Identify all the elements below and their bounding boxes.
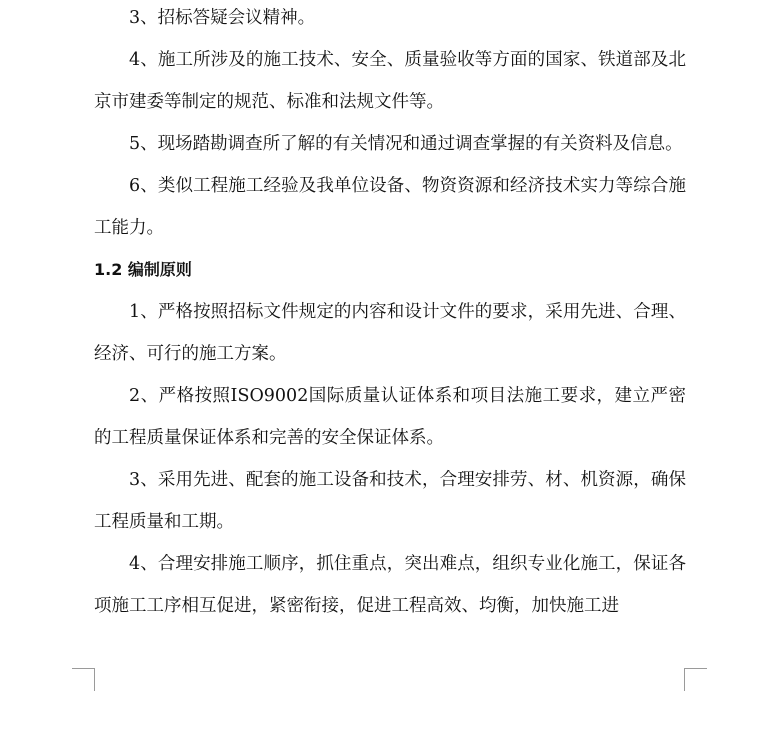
section-heading: 1.2 编制原则 xyxy=(94,260,192,279)
margin-corner-mark-right xyxy=(684,668,707,691)
paragraph: 1、严格按照招标文件规定的内容和设计文件的要求，采用先进、合理、经济、可行的施工方案。 xyxy=(94,302,686,364)
paragraph: 4、施工所涉及的施工技术、安全、质量验收等方面的国家、铁道部及北京市建委等制定的规范、标准和法规文件等。 xyxy=(94,50,686,112)
margin-corner-mark-left xyxy=(72,668,95,691)
paragraph: 5、现场踏勘调查所了解的有关情况和通过调查掌握的有关资料及信息。 xyxy=(129,134,683,154)
paragraph: 2、严格按照ISO9002国际质量认证体系和项目法施工要求，建立严密的工程质量保证体系和完善的安全保证体系。 xyxy=(94,386,686,448)
paragraph: 3、采用先进、配套的施工设备和技术，合理安排劳、材、机资源，确保工程质量和工期。 xyxy=(94,470,686,532)
paragraph: 4、合理安排施工顺序，抓住重点，突出难点，组织专业化施工，保证各项施工工序相互促进，紧密衔接，促进工程高效、均衡，加快施工进 xyxy=(94,554,686,616)
paragraph: 3、招标答疑会议精神。 xyxy=(129,8,316,28)
paragraph: 6、类似工程施工经验及我单位设备、物资资源和经济技术实力等综合施工能力。 xyxy=(94,176,686,238)
document-body xyxy=(94,0,686,627)
